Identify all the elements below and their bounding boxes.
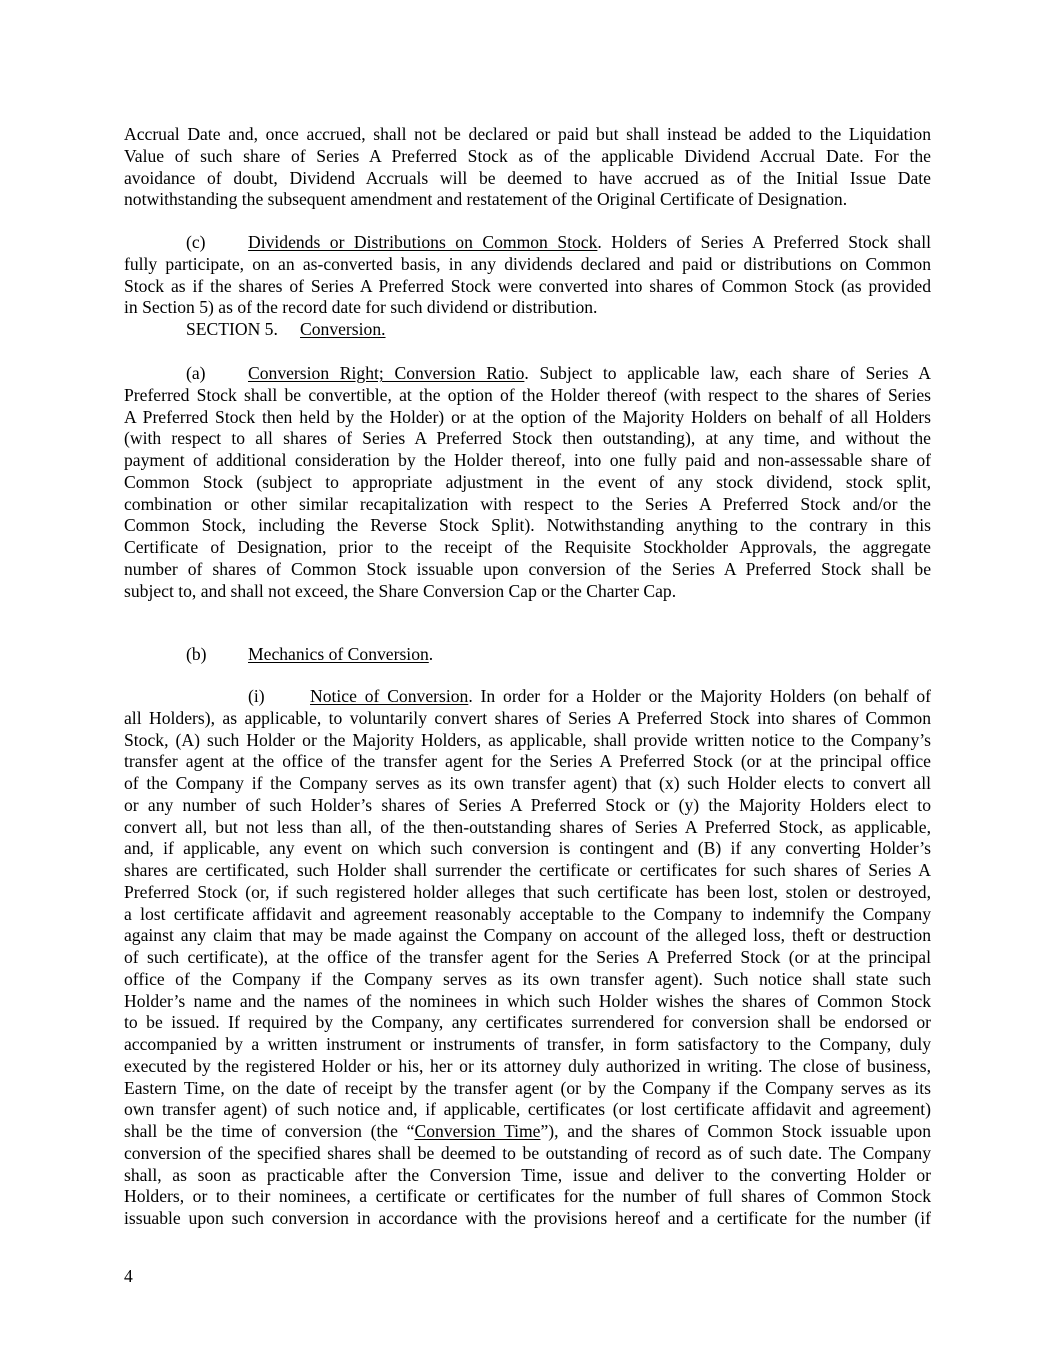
text-segment: Holder’s name and the names of the nominees in which such Holder wishes the shares of Common Stock [124,990,931,1011]
text-segment: Certificate of Designation, prior to the receipt of the Requisite Stockholder Approvals, the aggregate [124,537,931,557]
text-line [124,1056,931,1078]
paragraph-label: (b) [186,644,207,664]
text-line [124,537,931,559]
text-segment: Common Stock, including the Reverse Stock Split). Notwithstanding anything to the contrary in this [124,515,931,536]
section-heading: Dividends or Distributions on Common Stock [248,232,598,252]
text-segment: in Section 5) as of the record date for such dividend or distribution. [124,297,598,318]
text-line [124,428,931,450]
text-line [124,1165,931,1187]
text-segment: Preferred Stock (or, if such registered holder alleges that such certificate has been lost, stolen or destroyed, [124,881,931,902]
text-line [124,1012,931,1034]
text-line [124,991,931,1013]
text-segment: own transfer agent) of such notice and, if applicable, certificates (or lost certificate affidavit and agreement) [124,1099,931,1120]
text-segment: or any number of such Holder’s shares of Series A Preferred Stock or (y) the Majority Holders elect to [124,794,931,815]
text-line [124,904,931,926]
text-line [124,363,931,385]
text-segment: Preferred Stock shall be convertible, at the option of the Holder thereof (with respect to the shares of Series [124,384,931,405]
text-segment: a lost certificate affidavit and agreement reasonably acceptable to the Company to indemnify the Company [124,903,931,924]
text-line [124,1078,931,1100]
text-line [124,581,931,603]
text-segment: A Preferred Stock then held by the Holder) or at the option of the Majority Holders on behalf of all Holders [124,406,931,427]
text-line [124,969,931,991]
text-line [124,1143,931,1165]
text-segment: notwithstanding the subsequent amendment and restatement of the Original Certificate of Designation. [124,189,848,210]
text-segment: of the Company if the Company serves as its own transfer agent) that (x) such Holder elects to convert all [124,773,931,793]
text-line [124,686,931,708]
text-segment: Eastern Time, on the date of receipt by the transfer agent (or by the Company if the Company serves as its [124,1077,931,1098]
text-line [124,297,931,319]
text-line [124,860,931,882]
section-heading: Notice of Conversion [310,686,469,706]
text-segment: shares are certificated, such Holder shall surrender the certificate or certificates for such shares of Series A [124,860,931,880]
text-segment: combination or other similar recapitalization with respect to the Series A Preferred Stock and/or the [124,493,931,514]
paragraph-label: SECTION 5. [186,319,278,339]
text-line [124,925,931,947]
text-line [124,1208,931,1230]
text-segment: and, if applicable, any event on which such conversion is contingent and (B) if any converting Holder’s [124,838,931,859]
text-line [124,254,931,276]
text-line [124,644,931,666]
paragraph-section-4c [124,232,931,319]
text-segment: issuable upon such conversion in accordance with the provisions hereof and a certificate for the number (if [124,1208,931,1228]
text-line [124,319,931,341]
text-segment: avoidance of doubt, Dividend Accruals will be deemed to have accrued as of the Initial Issue Date [124,167,931,188]
paragraph-section-5b [124,644,931,666]
text-segment: . Subject to applicable law, each share of Series A [524,363,931,383]
text-segment: of such certificate), at the office of the transfer agent for the Series A Preferred Stock (or at the principal [124,947,931,967]
text-segment: shall be the time of conversion (the “ [124,1121,415,1141]
text-segment: Holders, or to their nominees, a certificate or certificates for the number of full shares of Common Stock [124,1186,931,1207]
text-line [124,1121,931,1143]
text-segment: (with respect to all shares of Series A Preferred Stock then outstanding), at any time, and without the [124,428,931,449]
text-line [124,795,931,817]
text-segment: Stock as if the shares of Series A Preferred Stock were converted into shares of Common Stock (as provided [124,275,931,296]
text-segment: conversion of the specified shares shall be deemed to be outstanding of record as of such date. The Company [124,1142,931,1163]
text-line [124,232,931,254]
text-line [124,751,931,773]
text-segment: transfer agent at the office of the transfer agent for the Series A Preferred Stock (or at the principal office [124,751,931,772]
text-line [124,494,931,516]
text-line [124,882,931,904]
text-line [124,146,931,168]
defined-term: Conversion Time [414,1121,541,1141]
text-segment: accompanied by a written instrument or instruments of transfer, in form satisfactory to the Company, duly [124,1034,931,1054]
text-line [124,168,931,190]
page-number: 4 [124,1266,133,1286]
text-segment: ”), and the shares of Common Stock issuable upon [540,1121,932,1141]
text-segment: executed by the registered Holder or his, her or its attorney duly authorized in writing. The close of business, [124,1055,931,1076]
text-line [124,515,931,537]
text-line [124,472,931,494]
text-line [124,407,931,429]
text-line [124,947,931,969]
text-line [124,817,931,839]
text-segment: Value of such share of Series A Preferred Stock as of the applicable Dividend Accrual Date. For the [124,145,931,166]
text-line [124,189,931,211]
section-heading: Conversion Right; Conversion Ratio [248,363,525,383]
text-segment: Accrual Date and, once accrued, shall not be declared or paid but shall instead be added to the Liquidation [124,124,931,144]
paragraph-section-5a [124,363,931,602]
text-line [124,708,931,730]
text-segment: Stock, (A) such Holder or the Majority Holders, as applicable, shall provide written notice to the Company’s [124,729,931,750]
section-heading: Mechanics of Conversion [248,644,429,664]
text-line [124,1034,931,1056]
text-segment: . In order for a Holder or the Majority Holders (on behalf of [468,686,932,706]
text-line [124,1099,931,1121]
text-line [124,276,931,298]
text-segment: against any claim that may be made against the Company on account of the alleged loss, theft or destruction [124,925,931,946]
text-segment: . Holders of Series A Preferred Stock shall [597,232,931,252]
paragraph-label: (a) [186,363,206,383]
text-segment: subject to, and shall not exceed, the Share Conversion Cap or the Charter Cap. [124,580,677,601]
text-segment: shall, as soon as practicable after the Conversion Time, issue and deliver to the converting Holder or [124,1164,931,1185]
text-segment: convert all, but not less than all, of the then-outstanding shares of Series A Preferred Stock, as applicable, [124,816,931,837]
section-heading: Conversion. [300,319,386,339]
text-segment: payment of additional consideration by the Holder thereof, into one fully paid and non-assessable share of [124,450,931,470]
paragraph-label: (i) [248,686,265,706]
text-line [124,124,931,146]
text-segment: office of the Company if the Company serves as its own transfer agent). Such notice shall state such [124,968,931,989]
text-segment: to be issued. If required by the Company, any certificates surrendered for conversion shall be endorsed or [124,1012,931,1033]
text-line [124,1186,931,1208]
text-line [124,559,931,581]
paragraph-dividend-accrual-continuation [124,124,931,211]
text-line [124,450,931,472]
text-segment: all Holders), as applicable, to voluntarily convert shares of Series A Preferred Stock into shares of Common [124,707,931,728]
text-segment: fully participate, on an as-converted basis, in any dividends declared and paid or distributions on Common [124,253,931,274]
text-line [124,385,931,407]
text-line [124,730,931,752]
paragraph-section-5-heading [124,319,931,341]
paragraph-section-5b-i [124,686,931,1230]
paragraph-label: (c) [186,232,206,252]
text-segment: . [428,644,434,664]
text-line [124,838,931,860]
text-segment: Common Stock (subject to appropriate adjustment in the event of any stock dividend, stock split, [124,471,931,492]
text-line [124,773,931,795]
text-segment: number of shares of Common Stock issuable upon conversion of the Series A Preferred Stock shall be [124,558,931,579]
